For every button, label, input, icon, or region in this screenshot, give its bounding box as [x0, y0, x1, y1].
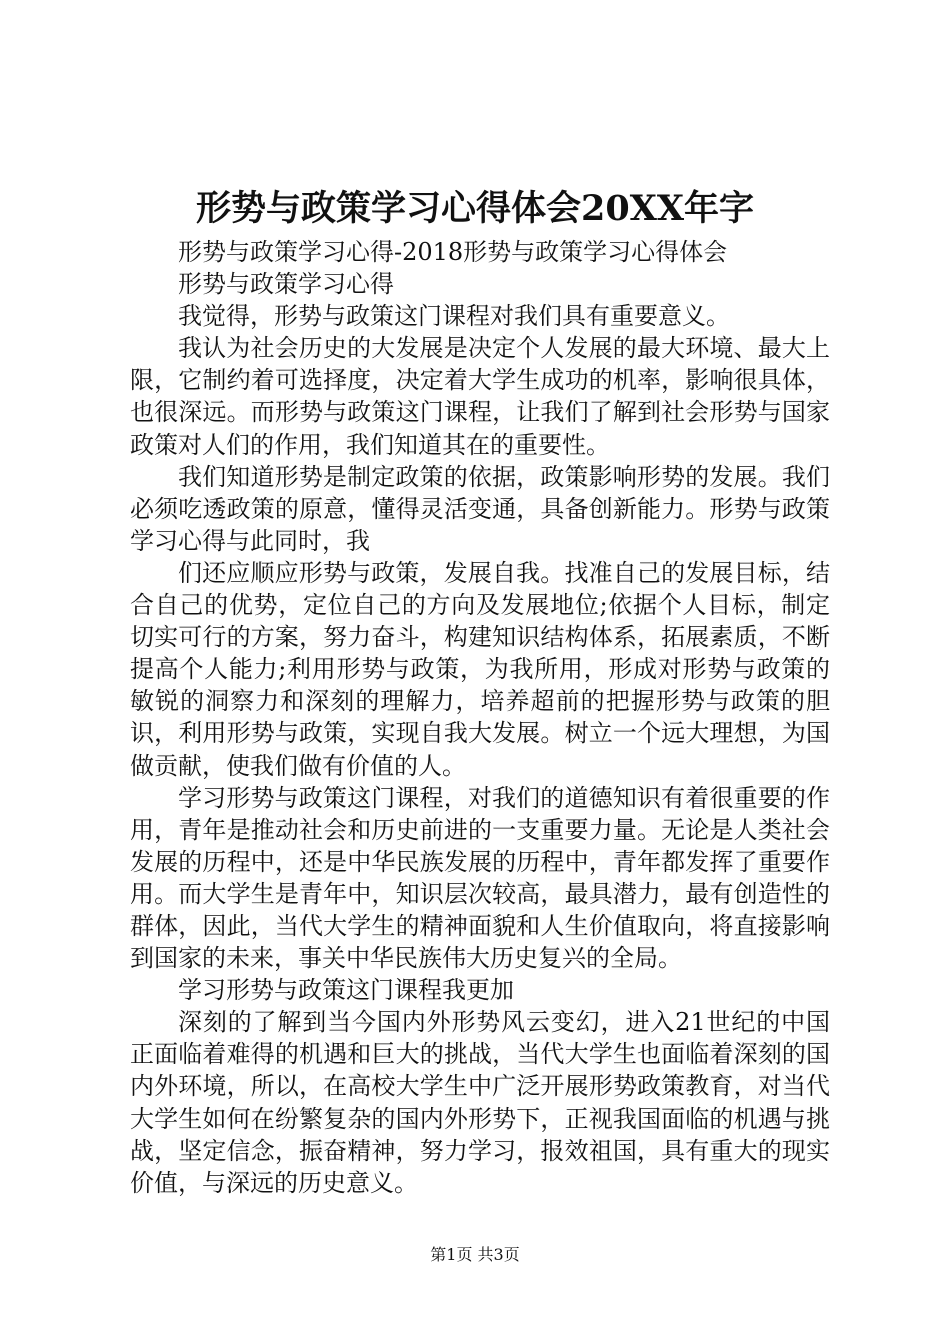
- paragraph: 学习形势与政策这门课程，对我们的道德知识有着很重要的作用，青年是推动社会和历史前进的一支重要力量。无论是人类社会发展的历程中，还是中华民族发展的历程中，青年都发挥了重要作用。而大学生是青年中，知识层次较高，最具潜力，最有创造性的群体，因此，当代大学生的精神面貌和人生价值取向，将直接影响到国家的未来，事关中华民族伟大历史复兴的全局。: [130, 783, 830, 973]
- paragraph: 我们知道形势是制定政策的依据，政策影响形势的发展。我们必须吃透政策的原意，懂得灵活变通，具备创新能力。形势与政策学习心得与此同时，我: [130, 462, 830, 555]
- paragraph: 形势与政策学习心得: [178, 270, 394, 299]
- document-title: 形势与政策学习心得体会20XX年字: [195, 188, 755, 229]
- paragraph: 我认为社会历史的大发展是决定个人发展的最大环境、最大上限，它制约着可选择度，决定着大学生成功的机率，影响很具体，也很深远。而形势与政策这门课程，让我们了解到社会形势与国家政策对人们的作用，我们知道其在的重要性。: [130, 334, 830, 459]
- paragraph: 们还应顺应形势与政策，发展自我。找准自己的发展目标，结合自己的优势，定位自己的方向及发展地位;依据个人目标，制定切实可行的方案，努力奋斗，构建知识结构体系，拓展素质，不断提高个人能力;利用形势与政策，为我所用，形成对形势与政策的敏锐的洞察力和深刻的理解力，培养超前的把握形势与政策的胆识，利用形势与政策，实现自我大发展。树立一个远大理想，为国做贡献，使我们做有价值的人。: [130, 558, 830, 780]
- paragraph: 我觉得，形势与政策这门课程对我们具有重要意义。: [178, 302, 730, 331]
- document-body: [130, 236, 830, 1199]
- page-number-footer: 第1页 共3页: [430, 1245, 520, 1264]
- paragraph: 学习形势与政策这门课程我更加: [178, 976, 514, 1005]
- paragraph: 形势与政策学习心得-2018形势与政策学习心得体会: [178, 238, 728, 266]
- paragraph: 深刻的了解到当今国内外形势风云变幻，进入21世纪的中国正面临着难得的机遇和巨大的挑战，当代大学生也面临着深刻的国内外环境，所以，在高校大学生中广泛开展形势政策教育，对当代大学生如何在纷繁复杂的国内外形势下，正视我国面临的机遇与挑战，坚定信念，振奋精神，努力学习，报效祖国，具有重大的现实价值，与深远的历史意义。: [130, 1008, 830, 1197]
